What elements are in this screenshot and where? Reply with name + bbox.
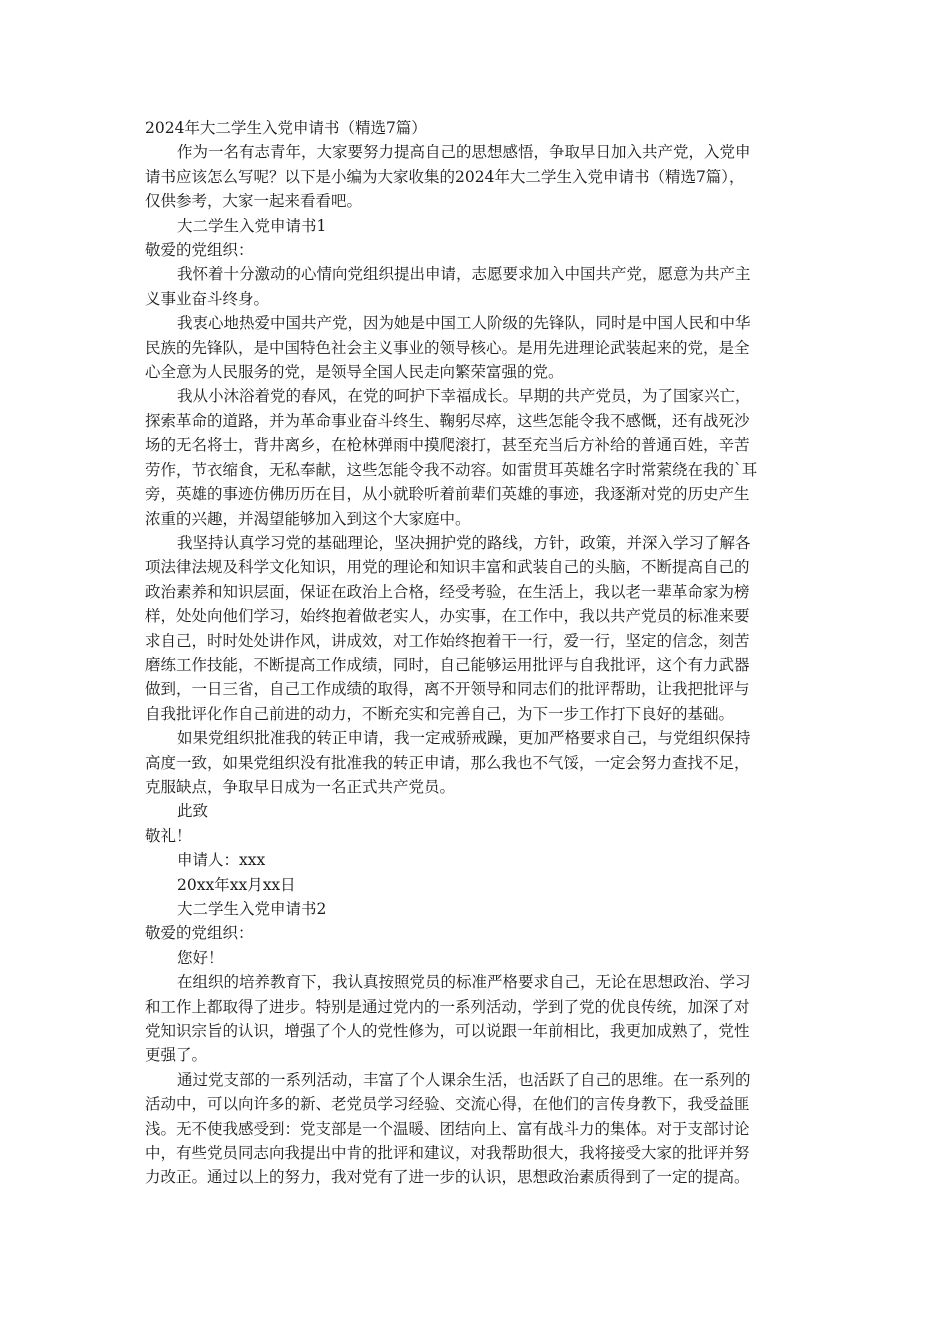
text-line: 劳作，节衣缩食，无私奉献，这些怎能令我不动容。如雷贯耳英雄名字时常萦绕在我的`耳 bbox=[145, 460, 758, 479]
text-line: 党知识宗旨的认识，增强了个人的党性修为，可以说跟一年前相比，我更加成熟了，党性 bbox=[145, 1022, 750, 1041]
text-line: 活动中，可以向许多的新、老党员学习经验、交流心得，在他们的言传身教下，我受益匪 bbox=[145, 1095, 750, 1114]
text-line: 浓重的兴趣，并渴望能够加入到这个大家庭中。 bbox=[145, 509, 471, 528]
text-line: 作为一名有志青年，大家要努力提高自己的思想感悟，争取早日加入共产党，入党申 bbox=[177, 143, 751, 162]
text-line: 场的无名将士，背井离乡，在枪林弹雨中摸爬滚打，甚至充当后方补给的普通百姓，辛苦 bbox=[145, 436, 750, 455]
text-line: 中，有些党员同志向我提出中肯的批评和建议，对我帮助很大，我将接受大家的批评并努 bbox=[145, 1144, 750, 1163]
text-line: 我从小沐浴着党的春风，在党的呵护下幸福成长。早期的共产党员，为了国家兴亡， bbox=[177, 387, 751, 406]
text-line: 我坚持认真学习党的基础理论，坚决拥护党的路线，方针，政策，并深入学习了解各 bbox=[177, 533, 751, 552]
text-line: 自我批评化作自己前进的动力，不断充实和完善自己，为下一步工作打下良好的基础。 bbox=[145, 704, 735, 723]
text-line: 探索革命的道路，并为革命事业奋斗终生、鞠躬尽瘁，这些怎能令我不感慨，还有战死沙 bbox=[145, 411, 750, 430]
text-line: 20xx年xx月xx日 bbox=[177, 875, 296, 894]
text-line: 和工作上都取得了进步。特别是通过党内的一系列活动，学到了党的优良传统，加深了对 bbox=[145, 997, 750, 1016]
text-line: 申请人：xxx bbox=[177, 851, 266, 870]
text-line: 仅供参考，大家一起来看看吧。 bbox=[145, 192, 363, 211]
text-line: 政治素养和知识层面，保证在政治上合格，经受考验，在生活上，我以老一辈革命家为榜 bbox=[145, 582, 750, 601]
text-line: 在组织的培养教育下，我认真按照党员的标准严格要求自己，无论在思想政治、学习 bbox=[177, 973, 751, 992]
text-line: 我衷心地热爱中国共产党，因为她是中国工人阶级的先锋队，同时是中国人民和中华 bbox=[177, 314, 751, 333]
text-line: 请书应该怎么写呢？以下是小编为大家收集的2024年大二学生入党申请书（精选7篇）， bbox=[145, 167, 745, 186]
text-line: 民族的先锋队，是中国特色社会主义事业的领导核心。是用先进理论武装起来的党，是全 bbox=[145, 338, 750, 357]
text-line: 做到，一日三省，自己工作成绩的取得，离不开领导和同志们的批评帮助，让我把批评与 bbox=[145, 680, 750, 699]
text-line: 旁，英雄的事迹仿佛历历在目，从小就聆听着前辈们英雄的事迹，我逐渐对党的历史产生 bbox=[145, 485, 750, 504]
text-line: 大二学生入党申请书2 bbox=[177, 900, 327, 918]
text-line: 高度一致，如果党组织没有批准我的转正申请，那么我也不气馁，一定会努力查找不足， bbox=[145, 753, 750, 772]
text-line: 大二学生入党申请书1 bbox=[177, 216, 327, 235]
text-line: 敬爱的党组织： bbox=[145, 924, 254, 943]
text-line: 浅。无不使我感受到：党支部是一个温暖、团结向上、富有战斗力的集体。对于支部讨论 bbox=[145, 1119, 750, 1138]
text-line: 此致 bbox=[177, 802, 209, 821]
document-title: 2024年大二学生入党申请书（精选7篇） bbox=[145, 119, 427, 137]
text-line: 更强了。 bbox=[145, 1046, 208, 1065]
text-line: 心全意为人民服务的党，是领导全国人民走向繁荣富强的党。 bbox=[145, 363, 564, 382]
text-line: 求自己，时时处处讲作风，讲成效，对工作始终抱着干一行，爱一行，坚定的信念，刻苦 bbox=[145, 631, 750, 650]
text-line: 敬爱的党组织： bbox=[145, 241, 254, 260]
text-line: 项法律法规及科学文化知识，用党的理论和知识丰富和武装自己的头脑，不断提高自己的 bbox=[145, 558, 750, 577]
text-line: 通过党支部的一系列活动，丰富了个人课余生活，也活跃了自己的思维。在一系列的 bbox=[177, 1070, 751, 1089]
text-line: 力改正。通过以上的努力，我对党有了进一步的认识，思想政治素质得到了一定的提高。 bbox=[145, 1168, 750, 1187]
text-line: 您好！ bbox=[177, 948, 224, 967]
text-line: 克服缺点，争取早日成为一名正式共产党员。 bbox=[145, 777, 456, 796]
document-page bbox=[145, 116, 809, 1190]
text-line: 义事业奋斗终身。 bbox=[145, 289, 270, 308]
text-line: 样，处处向他们学习，始终抱着做老实人，办实事，在工作中，我以共产党员的标准来要 bbox=[145, 607, 750, 626]
text-line: 我怀着十分激动的心情向党组织提出申请，志愿要求加入中国共产党，愿意为共产主 bbox=[177, 265, 751, 284]
text-line: 敬礼！ bbox=[145, 826, 192, 845]
text-line: 磨练工作技能，不断提高工作成绩，同时，自己能够运用批评与自我批评，这个有力武器 bbox=[145, 655, 750, 674]
text-line: 如果党组织批准我的转正申请，我一定戒骄戒躁，更加严格要求自己，与党组织保持 bbox=[177, 729, 751, 748]
